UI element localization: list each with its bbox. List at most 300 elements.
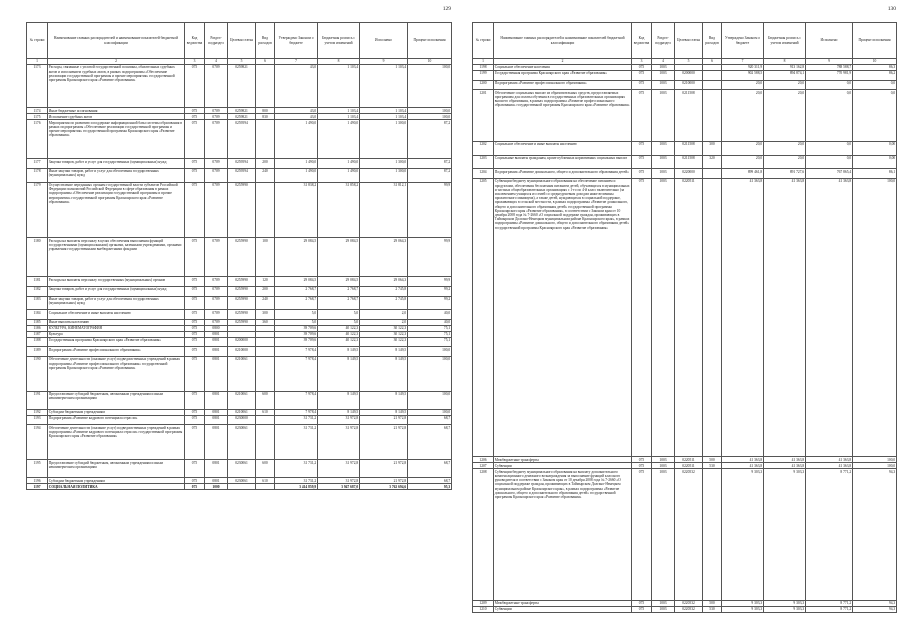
approved-cell: 43,0 xyxy=(275,64,318,107)
department-code-cell: 075 xyxy=(185,357,205,392)
section-cell: 0801 xyxy=(205,337,228,347)
percent-cell: 68,7 xyxy=(408,415,452,425)
executed-cell: 30 122,3 xyxy=(360,337,408,347)
expense-type-cell: 530 xyxy=(703,463,722,469)
executed-cell: 2 745,8 xyxy=(360,286,408,296)
col-index: 5 xyxy=(675,59,703,65)
row-name-cell: Предоставление субсидий бюджетным, автономным учреждениям и иным некоммерческим организациям xyxy=(48,460,185,478)
row-number-cell: 1203 xyxy=(473,155,494,169)
target-item-cell: 0255990 xyxy=(228,286,256,296)
row-number-cell: 1201 xyxy=(473,90,494,142)
target-item-cell: 0255990 xyxy=(228,319,256,325)
percent-cell: 75,1 xyxy=(408,331,452,337)
department-code-cell: 075 xyxy=(632,463,652,469)
row-number-cell: 1182 xyxy=(27,286,48,296)
row-number-cell: 1192 xyxy=(27,409,48,415)
percent-cell: 87,2 xyxy=(408,159,452,169)
percent-cell: 99,9 xyxy=(408,277,452,287)
budget-list-cell: 31 858,2 xyxy=(318,182,360,238)
col-index: 10 xyxy=(853,59,897,65)
department-code-cell: 075 xyxy=(185,296,205,310)
percent-cell: 0,00 xyxy=(853,141,897,155)
row-number-cell: 1204 xyxy=(473,169,494,179)
executed-cell: 1 103,4 xyxy=(360,108,408,114)
budget-list-cell: 9 303,3 xyxy=(764,606,806,612)
row-number-cell: 1209 xyxy=(473,600,494,606)
approved-cell: 7 978,4 xyxy=(275,357,318,392)
page-129 xyxy=(26,6,451,634)
budget-list-cell: 1 103,4 xyxy=(318,108,360,114)
executed-cell: 8 149,5 xyxy=(360,391,408,409)
table-row xyxy=(473,178,897,456)
target-item-cell: 0210061 xyxy=(228,391,256,409)
percent-cell: 40,0 xyxy=(408,310,452,320)
col-header-section: Раздел-подраздел xyxy=(652,23,675,59)
table-row xyxy=(27,296,452,310)
executed-cell: 0,0 xyxy=(806,80,853,90)
section-cell: 1003 xyxy=(652,463,675,469)
col-index: 6 xyxy=(256,59,275,65)
budget-list-cell: 5,0 xyxy=(318,310,360,320)
executed-cell: 8 771,2 xyxy=(806,606,853,612)
approved-cell: 31 731,2 xyxy=(275,478,318,484)
section-cell: 0709 xyxy=(205,310,228,320)
department-code-cell: 075 xyxy=(632,457,652,463)
target-item-cell: 0220511 xyxy=(675,178,703,456)
table-row xyxy=(27,357,452,392)
row-number-cell: 1198 xyxy=(473,64,494,70)
percent-cell: 99,9 xyxy=(408,238,452,277)
row-number-cell: 1180 xyxy=(27,238,48,277)
row-number-cell: 1197 xyxy=(27,484,48,490)
executed-cell: 1 300,0 xyxy=(360,120,408,159)
row-name-cell: Культура xyxy=(48,331,185,337)
col-index: 8 xyxy=(318,59,360,65)
executed-cell: 1 300,0 xyxy=(360,168,408,182)
table-row xyxy=(27,159,452,169)
row-number-cell: 1184 xyxy=(27,310,48,320)
row-name-cell: Обеспечение деятельности (оказание услуг) подведомственных учреждений в рамках подпрограммы «Развитие профессионального образования» государственной программы Красноярского края «Развитие образования» xyxy=(48,357,185,392)
expense-type-cell: 300 xyxy=(256,310,275,320)
col-header-executed: Исполнено xyxy=(360,23,408,59)
expense-type-cell: 200 xyxy=(256,159,275,169)
expense-type-cell: 120 xyxy=(256,277,275,287)
section-cell: 0709 xyxy=(205,120,228,159)
department-code-cell: 075 xyxy=(185,277,205,287)
col-header-expense-type: Вид расходов xyxy=(256,23,275,59)
target-item-cell: 0255990 xyxy=(228,277,256,287)
table-body-left xyxy=(27,64,452,489)
department-code-cell: 075 xyxy=(185,409,205,415)
executed-cell: 29 064,3 xyxy=(360,238,408,277)
table-row xyxy=(27,415,452,425)
table-row xyxy=(27,337,452,347)
section-cell: 0709 xyxy=(205,296,228,310)
executed-cell: 21 972,8 xyxy=(360,478,408,484)
row-name-cell: Иные закупки товаров, работ и услуг для обеспечения государственных (муниципальных) нужд xyxy=(48,168,185,182)
expense-type-cell: 610 xyxy=(256,409,275,415)
executed-cell: 3 762 694,6 xyxy=(360,484,408,490)
expense-type-cell xyxy=(256,337,275,347)
table-row xyxy=(27,347,452,357)
approved-cell: 39 709,6 xyxy=(275,337,318,347)
col-header-name: Наименование главных распорядителей и наименование показателей бюджетной классификации xyxy=(494,23,632,59)
approved-cell: 31 731,2 xyxy=(275,460,318,478)
percent-cell: 87,2 xyxy=(408,120,452,159)
expense-type-cell xyxy=(256,64,275,107)
expense-type-cell: 300 xyxy=(703,141,722,155)
table-row xyxy=(473,469,897,600)
approved-cell: 5,0 xyxy=(275,310,318,320)
col-index: 3 xyxy=(632,59,652,65)
department-code-cell: 075 xyxy=(185,347,205,357)
executed-cell: 0,0 xyxy=(806,90,853,142)
percent-cell: 0,0 xyxy=(853,80,897,90)
section-cell: 0801 xyxy=(205,347,228,357)
approved-cell: 1 490,0 xyxy=(275,120,318,159)
section-cell: 0709 xyxy=(205,159,228,169)
row-name-cell: Иные выплаты населению xyxy=(48,319,185,325)
row-number-cell: 1205 xyxy=(473,178,494,456)
department-code-cell: 075 xyxy=(632,64,652,70)
expense-type-cell: 200 xyxy=(256,286,275,296)
section-cell: 1003 xyxy=(652,457,675,463)
section-cell: 0709 xyxy=(205,319,228,325)
percent-cell: 75,1 xyxy=(408,337,452,347)
approved-cell: 39 709,6 xyxy=(275,325,318,331)
executed-cell: 770 981,9 xyxy=(806,70,853,80)
department-code-cell: 075 xyxy=(185,460,205,478)
target-item-cell: 0255990 xyxy=(228,182,256,238)
target-item-cell: 0210061 xyxy=(228,409,256,415)
department-code-cell: 075 xyxy=(632,80,652,90)
executed-cell: 30 122,3 xyxy=(360,331,408,337)
section-cell: 1003 xyxy=(652,141,675,155)
table-row xyxy=(473,141,897,155)
department-code-cell: 075 xyxy=(185,325,205,331)
budget-list-cell: 31 972,8 xyxy=(318,425,360,460)
section-cell: 1000 xyxy=(205,484,228,490)
section-cell: 0709 xyxy=(205,277,228,287)
table-header-row xyxy=(473,23,897,59)
approved-cell: 7 978,4 xyxy=(275,409,318,415)
col-header-percent: Процент исполнения xyxy=(408,23,452,59)
department-code-cell: 075 xyxy=(185,120,205,159)
executed-cell: 30 122,3 xyxy=(360,325,408,331)
col-index: 7 xyxy=(722,59,764,65)
approved-cell: 899 461,8 xyxy=(722,169,764,179)
approved-cell: 29 084,5 xyxy=(275,238,318,277)
row-number-cell: 1181 xyxy=(27,277,48,287)
col-header-row-number: № строки xyxy=(27,23,48,59)
department-code-cell: 075 xyxy=(185,478,205,484)
department-code-cell: 075 xyxy=(185,484,205,490)
row-name-cell: Социальное обеспечение и иные выплаты населению xyxy=(494,141,632,155)
executed-cell: 41 363,8 xyxy=(806,178,853,456)
row-name-cell: Социальное обеспечение и иные выплаты населению xyxy=(48,310,185,320)
col-index: 4 xyxy=(652,59,675,65)
target-item-cell: 0255990 xyxy=(228,310,256,320)
percent-cell: 94,3 xyxy=(853,600,897,606)
target-item-cell: 0210000 xyxy=(675,80,703,90)
approved-cell: 43,0 xyxy=(275,114,318,120)
executed-cell: 8 771,2 xyxy=(806,469,853,600)
table-row xyxy=(27,425,452,460)
budget-list-cell: 29 084,5 xyxy=(318,238,360,277)
executed-cell: 1 103,4 xyxy=(360,64,408,107)
row-name-cell: СОЦИАЛЬНАЯ ПОЛИТИКА xyxy=(48,484,185,490)
department-code-cell: 075 xyxy=(185,310,205,320)
department-code-cell: 075 xyxy=(632,600,652,606)
budget-list-cell: 41 363,8 xyxy=(764,457,806,463)
department-code-cell: 075 xyxy=(632,178,652,456)
row-name-cell: Субвенции xyxy=(494,463,632,469)
executed-cell: 788 588,7 xyxy=(806,64,853,70)
budget-table-left xyxy=(26,22,452,490)
col-header-budget-list: Бюджетная роспись с учетом изменений xyxy=(764,23,806,59)
approved-cell: 9 303,3 xyxy=(722,606,764,612)
approved-cell: 7 978,4 xyxy=(275,391,318,409)
row-number-cell: 1208 xyxy=(473,469,494,600)
section-cell: 0801 xyxy=(205,331,228,337)
row-name-cell: Субсидии бюджетным учреждениям xyxy=(48,409,185,415)
table-row xyxy=(473,70,897,80)
executed-cell: 1 103,4 xyxy=(360,114,408,120)
row-name-cell: Субвенции бюджету муниципального образования на обеспечение питанием и продуктами, обеспечения бесплатным питанием детей, обучающихся в муниципальных и частных общеобразовательных организациях с 1-го по 4-й класс включительно (за исключением учащихся из семей со среднедушевым доходом ниже величины прожиточного минимума), а также детей, нуждающихся в социальной поддержке, проживающих в сельской местности, в рамках подпрограммы «Развитие дошкольного, общего и дополнительного образования детей» государственной программы Красноярского края «Развитие образования», в соответствии с Законом края от 10 декабря 2008 года № 7-2660 «О социальной поддержке граждан, проживающих в Таймырском Долгано-Ненецком муниципальном районе Красноярского края», в рамках подпрограммы «Развитие дошкольного, общего и дополнительного образования детей» государственной программы Красноярского края «Развитие образования» xyxy=(494,178,632,456)
col-index: 7 xyxy=(275,59,318,65)
percent-cell: 87,2 xyxy=(408,168,452,182)
budget-list-cell: 9 303,3 xyxy=(764,469,806,600)
budget-list-cell: 31 972,8 xyxy=(318,478,360,484)
row-number-cell: 1195 xyxy=(27,460,48,478)
expense-type-cell: 320 xyxy=(703,155,722,169)
expense-type-cell xyxy=(256,357,275,392)
table-header-row xyxy=(27,23,452,59)
section-cell: 0709 xyxy=(205,108,228,114)
department-code-cell: 075 xyxy=(632,70,652,80)
expense-type-cell: 800 xyxy=(256,108,275,114)
executed-cell: 2 745,8 xyxy=(360,296,408,310)
table-row xyxy=(27,120,452,159)
department-code-cell: 075 xyxy=(185,238,205,277)
department-code-cell: 075 xyxy=(185,64,205,107)
table-row xyxy=(27,182,452,238)
department-code-cell: 075 xyxy=(185,415,205,425)
target-item-cell: 0259821 xyxy=(228,114,256,120)
section-cell: 1003 xyxy=(652,155,675,169)
percent-cell: 100,0 xyxy=(408,114,452,120)
percent-cell: 100,0 xyxy=(853,457,897,463)
expense-type-cell xyxy=(703,70,722,80)
section-cell: 1003 xyxy=(652,64,675,70)
section-cell: 0709 xyxy=(205,168,228,182)
section-cell: 0709 xyxy=(205,64,228,107)
row-name-cell: Предоставление субсидий бюджетным, автономным учреждениям и иным некоммерческим организациям xyxy=(48,391,185,409)
col-header-expense-type: Вид расходов xyxy=(703,23,722,59)
approved-cell: 20,0 xyxy=(722,155,764,169)
percent-cell: 40,0 xyxy=(408,319,452,325)
percent-cell: 75,1 xyxy=(408,325,452,331)
percent-cell: 95,3 xyxy=(408,484,452,490)
percent-cell: 99,9 xyxy=(408,182,452,238)
executed-cell: 8 149,5 xyxy=(360,347,408,357)
col-header-row-number: № строки xyxy=(473,23,494,59)
target-item-cell: 0259594 xyxy=(228,168,256,182)
budget-list-cell: 41 363,8 xyxy=(764,178,806,456)
percent-cell: 68,7 xyxy=(408,460,452,478)
section-cell: 0801 xyxy=(205,425,228,460)
row-name-cell: Государственная программа Красноярского края «Развитие образования» xyxy=(494,70,632,80)
expense-type-cell xyxy=(703,90,722,142)
section-cell: 0801 xyxy=(205,409,228,415)
percent-cell: 0,00 xyxy=(853,155,897,169)
approved-cell: 20,0 xyxy=(722,141,764,155)
section-cell: 1003 xyxy=(652,469,675,600)
expense-type-cell xyxy=(256,120,275,159)
expense-type-cell: 500 xyxy=(703,600,722,606)
row-name-cell: Субсидии бюджетным учреждениям xyxy=(48,478,185,484)
row-name-cell: Государственная программа Красноярского края «Развитие образования» xyxy=(48,337,185,347)
row-name-cell: Субвенции xyxy=(494,606,632,612)
department-code-cell: 075 xyxy=(185,391,205,409)
approved-cell: 920 311,9 xyxy=(722,64,764,70)
section-cell: 1003 xyxy=(652,90,675,142)
target-item-cell: 0220511 xyxy=(675,463,703,469)
expense-type-cell: 100 xyxy=(256,238,275,277)
budget-list-cell: 31 972,8 xyxy=(318,460,360,478)
budget-list-cell: 20,0 xyxy=(764,90,806,142)
expense-type-cell xyxy=(256,182,275,238)
budget-list-cell: 20,0 xyxy=(764,155,806,169)
executed-cell: 8 149,5 xyxy=(360,409,408,415)
row-number-cell: 1194 xyxy=(27,425,48,460)
row-name-cell: Подпрограмма «Развитие кадрового потенциала отрасли» xyxy=(48,415,185,425)
row-number-cell: 1196 xyxy=(27,478,48,484)
section-cell: 0801 xyxy=(205,415,228,425)
row-name-cell: Закупка товаров, работ и услуг для государственных (муниципальных) нужд xyxy=(48,286,185,296)
target-item-cell: 0211508 xyxy=(675,141,703,155)
department-code-cell: 075 xyxy=(185,168,205,182)
approved-cell: 31 731,2 xyxy=(275,415,318,425)
col-header-section: Раздел-подраздел xyxy=(205,23,228,59)
department-code-cell: 075 xyxy=(185,182,205,238)
department-code-cell: 075 xyxy=(185,337,205,347)
target-item-cell: 0259821 xyxy=(228,108,256,114)
expense-type-cell xyxy=(256,484,275,490)
row-number-cell: 1176 xyxy=(27,120,48,159)
table-row xyxy=(27,391,452,409)
executed-cell: 8 149,5 xyxy=(360,357,408,392)
section-cell: 0801 xyxy=(205,460,228,478)
target-item-cell: 0230061 xyxy=(228,478,256,484)
executed-cell: 2,0 xyxy=(360,310,408,320)
col-index: 9 xyxy=(806,59,853,65)
percent-cell: 94,3 xyxy=(853,606,897,612)
budget-list-cell: 3 947 687,0 xyxy=(318,484,360,490)
col-header-target-item: Целевая статья xyxy=(675,23,703,59)
target-item-cell: 0200000 xyxy=(228,337,256,347)
budget-list-cell: 891 727,6 xyxy=(764,169,806,179)
target-item-cell xyxy=(228,484,256,490)
row-name-cell: Подпрограмма «Развитие профессионального образования» xyxy=(48,347,185,357)
col-index: 1 xyxy=(473,59,494,65)
executed-cell: 29 064,3 xyxy=(360,277,408,287)
executed-cell: 8 771,2 xyxy=(806,600,853,606)
section-cell: 1003 xyxy=(652,178,675,456)
col-index: 1 xyxy=(27,59,48,65)
table-row xyxy=(27,286,452,296)
budget-list-cell: 1 103,4 xyxy=(318,64,360,107)
section-cell: 0709 xyxy=(205,286,228,296)
department-code-cell: 075 xyxy=(185,108,205,114)
target-item-cell: 0210000 xyxy=(228,347,256,357)
section-cell: 0801 xyxy=(205,391,228,409)
approved-cell: 902 588,5 xyxy=(722,70,764,80)
row-number-cell: 1183 xyxy=(27,296,48,310)
row-number-cell: 1178 xyxy=(27,168,48,182)
row-number-cell: 1193 xyxy=(27,415,48,425)
budget-list-cell: 40 122,3 xyxy=(318,337,360,347)
target-item-cell: 0220532 xyxy=(675,469,703,600)
col-index: 5 xyxy=(228,59,256,65)
target-item-cell: 0211508 xyxy=(675,90,703,142)
expense-type-cell xyxy=(256,347,275,357)
percent-cell: 100,0 xyxy=(408,409,452,415)
section-cell: 0709 xyxy=(205,238,228,277)
expense-type-cell xyxy=(256,425,275,460)
target-item-cell: 0259594 xyxy=(228,120,256,159)
percent-cell: 100,0 xyxy=(853,178,897,456)
percent-cell: 68,7 xyxy=(408,478,452,484)
row-number-cell: 1200 xyxy=(473,80,494,90)
row-number-cell: 1173 xyxy=(27,64,48,107)
target-item-cell: 0220532 xyxy=(675,606,703,612)
budget-list-cell: 31 972,8 xyxy=(318,415,360,425)
department-code-cell: 075 xyxy=(632,141,652,155)
table-row xyxy=(27,460,452,478)
approved-cell: 7 978,4 xyxy=(275,347,318,357)
target-item-cell: 0200000 xyxy=(675,70,703,80)
table-body-right xyxy=(473,64,897,612)
department-code-cell: 075 xyxy=(185,114,205,120)
target-item-cell: 0211508 xyxy=(675,155,703,169)
department-code-cell: 075 xyxy=(185,425,205,460)
row-number-cell: 1187 xyxy=(27,331,48,337)
row-name-cell: Закупка товаров, работ и услуг для государственных (муниципальных) нужд xyxy=(48,159,185,169)
row-number-cell: 1199 xyxy=(473,70,494,80)
budget-list-cell: 20,0 xyxy=(764,80,806,90)
approved-cell: 1 490,0 xyxy=(275,159,318,169)
expense-type-cell: 600 xyxy=(256,391,275,409)
approved-cell: 31 838,2 xyxy=(275,182,318,238)
expense-type-cell xyxy=(703,169,722,179)
percent-cell: 100,0 xyxy=(408,391,452,409)
approved-cell: 31 731,2 xyxy=(275,425,318,460)
col-index: 3 xyxy=(185,59,205,65)
percent-cell: 86,1 xyxy=(853,169,897,179)
col-header-department-code: Код ведомства xyxy=(185,23,205,59)
percent-cell: 86,3 xyxy=(853,64,897,70)
executed-cell: 2,0 xyxy=(360,319,408,325)
department-code-cell: 075 xyxy=(185,286,205,296)
table-row xyxy=(473,169,897,179)
section-cell: 0709 xyxy=(205,114,228,120)
budget-list-cell: 913 162,8 xyxy=(764,64,806,70)
section-cell: 1003 xyxy=(652,80,675,90)
target-item-cell: 0259594 xyxy=(228,159,256,169)
table-row xyxy=(473,155,897,169)
expense-type-cell: 500 xyxy=(703,457,722,463)
